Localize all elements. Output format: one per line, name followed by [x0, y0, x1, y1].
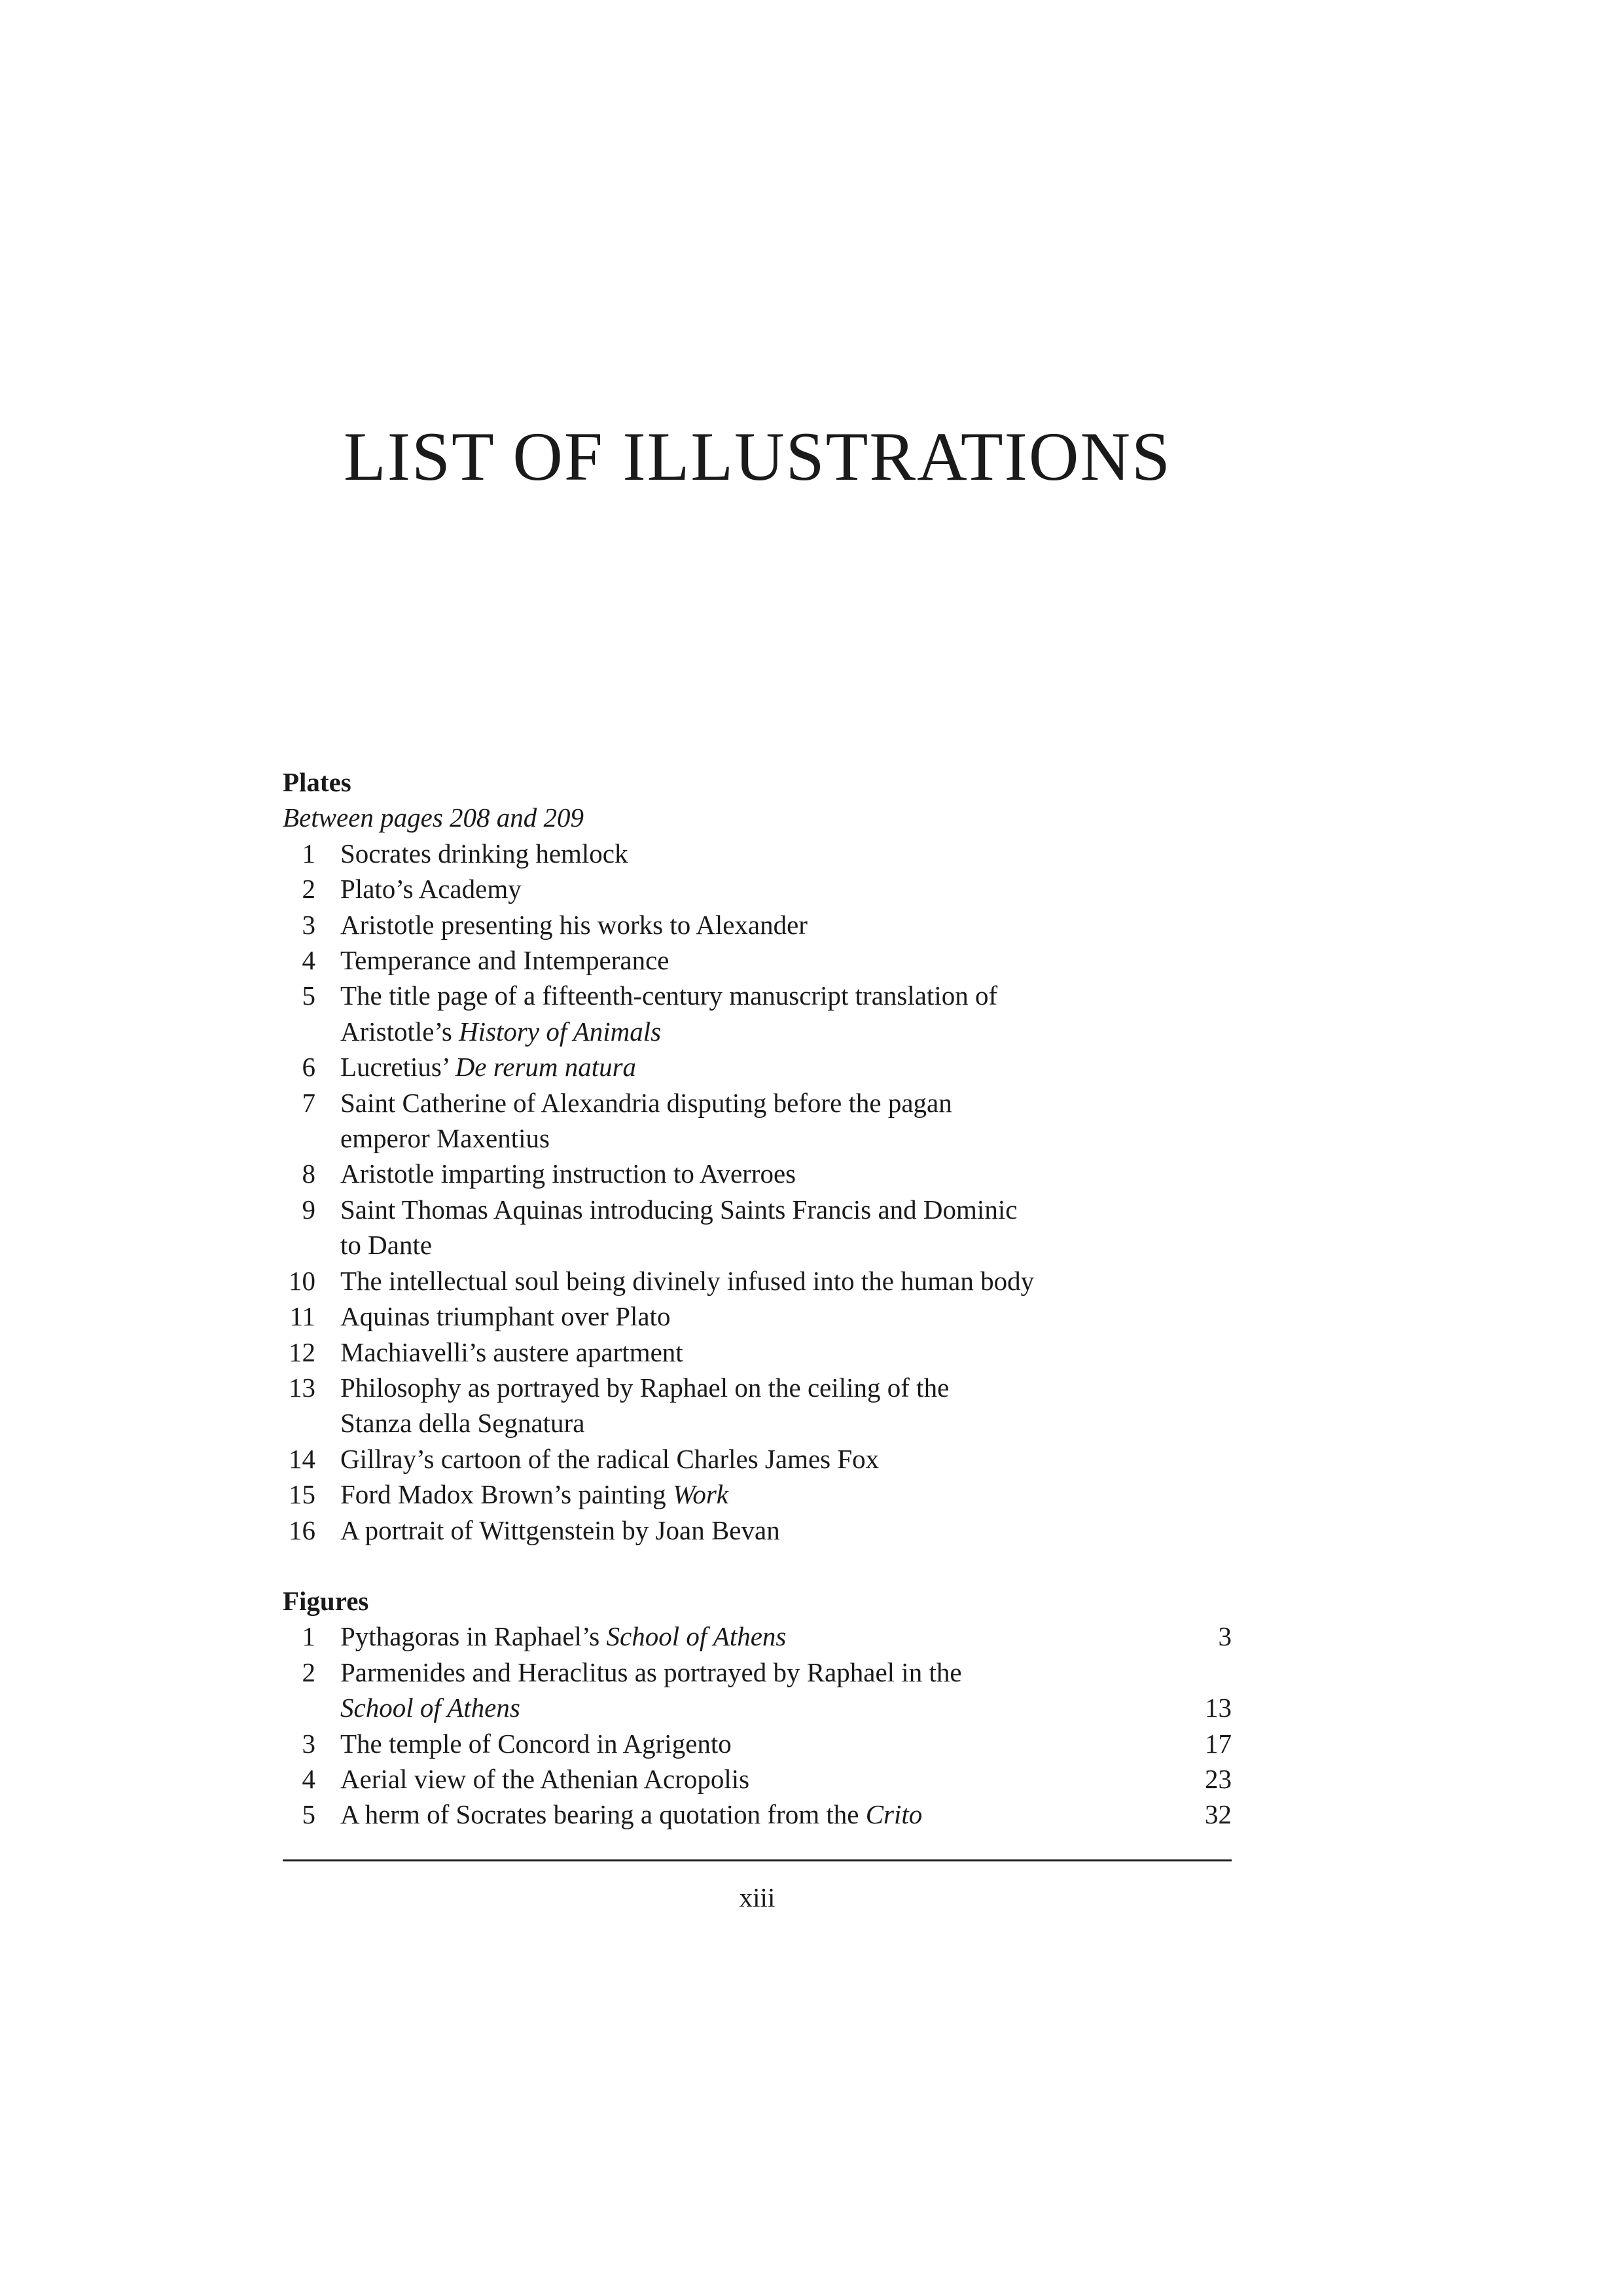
- page-number: xiii: [739, 1882, 776, 1912]
- plate-caption-line: [340, 1405, 1232, 1441]
- figure-entry: [283, 1761, 1232, 1797]
- caption-text: Parmenides and Heraclitus as portrayed by Raphael in the: [340, 1657, 962, 1687]
- figure-entry: [283, 1619, 1232, 1654]
- plate-entry: [283, 1085, 1232, 1157]
- caption-text: Aquinas triumphant over Plato: [340, 1301, 671, 1332]
- caption-text: Socrates drinking hemlock: [340, 838, 628, 869]
- figure-entry: [283, 1655, 1232, 1726]
- plate-number: 8: [302, 1158, 315, 1189]
- plate-number: 6: [302, 1052, 315, 1083]
- plate-number: 5: [302, 980, 315, 1011]
- plate-number: 14: [289, 1443, 315, 1474]
- plate-caption: [315, 1085, 1232, 1157]
- plate-caption-line: [340, 1263, 1232, 1299]
- plate-caption: [315, 1335, 1232, 1370]
- footer-rule: [283, 1859, 1232, 1861]
- plate-caption: [315, 1263, 1232, 1299]
- figure-caption: [315, 1761, 1166, 1797]
- illustrations-list: [283, 764, 1232, 1833]
- figure-page-number: 17: [1205, 1728, 1232, 1759]
- section-spacer: [283, 1548, 1232, 1583]
- italic-title: School of Athens: [606, 1621, 787, 1652]
- figure-caption: [315, 1797, 1166, 1832]
- plate-entry: [283, 1370, 1232, 1441]
- plates-heading: Plates: [283, 767, 351, 797]
- plate-caption-line: [340, 1049, 1232, 1085]
- plate-entry: [283, 1156, 1232, 1191]
- plate-entry: [283, 836, 1232, 871]
- figures-heading: Figures: [283, 1585, 369, 1616]
- plate-number: 13: [289, 1372, 315, 1403]
- italic-title: Work: [672, 1479, 728, 1510]
- plate-entry: [283, 1441, 1232, 1477]
- plate-caption-line: [340, 871, 1232, 906]
- figure-caption: [315, 1655, 1166, 1726]
- figure-entry: [283, 1726, 1232, 1761]
- caption-text: The intellectual soul being divinely infused into the human body: [340, 1265, 1035, 1296]
- plate-caption-line: [340, 1477, 1232, 1512]
- plate-caption-line: [340, 1227, 1232, 1263]
- figure-caption-line: [340, 1797, 1166, 1832]
- plate-caption: [315, 1192, 1232, 1263]
- plate-number: 3: [302, 909, 315, 940]
- plate-entry: [283, 942, 1232, 978]
- caption-text: emperor Maxentius: [340, 1123, 550, 1154]
- plate-entry: [283, 978, 1232, 1049]
- figures-section: [283, 1583, 1232, 1833]
- plate-caption: [315, 942, 1232, 978]
- caption-text: The title page of a fifteenth-century manuscript translation of: [340, 980, 998, 1011]
- plate-caption-line: [340, 1014, 1232, 1049]
- plate-caption: [315, 1513, 1232, 1548]
- caption-text: Saint Catherine of Alexandria disputing before the pagan: [340, 1087, 952, 1118]
- plate-caption-line: [340, 942, 1232, 978]
- plate-caption: [315, 1370, 1232, 1441]
- figures-list: [283, 1619, 1232, 1832]
- plate-caption-line: [340, 1299, 1232, 1334]
- plate-caption: [315, 1049, 1232, 1085]
- caption-text: Plato’s Academy: [340, 874, 522, 905]
- figure-caption-line: [340, 1655, 1166, 1690]
- figure-caption-line: [340, 1690, 1166, 1725]
- plate-number: 12: [289, 1336, 315, 1367]
- caption-text: A herm of Socrates bearing a quotation from the: [340, 1799, 866, 1830]
- italic-title: De rerum natura: [455, 1052, 637, 1083]
- plate-number: 15: [289, 1479, 315, 1510]
- plate-caption-line: [340, 836, 1232, 871]
- plate-caption: [315, 1441, 1232, 1477]
- caption-text: Temperance and Intemperance: [340, 945, 669, 976]
- plate-entry: [283, 1513, 1232, 1548]
- caption-text: A portrait of Wittgenstein by Joan Bevan: [340, 1515, 780, 1545]
- plate-caption: [315, 1156, 1232, 1191]
- figure-page-number: 13: [1205, 1693, 1232, 1723]
- figure-entry: [283, 1797, 1232, 1832]
- caption-text: Saint Thomas Aquinas introducing Saints Francis and Dominic: [340, 1194, 1018, 1225]
- figure-number: 5: [302, 1799, 315, 1830]
- plate-number: 10: [289, 1265, 315, 1296]
- plate-caption: [315, 836, 1232, 871]
- plate-caption-line: [340, 907, 1232, 942]
- plate-number: 9: [302, 1194, 315, 1225]
- plate-number: 2: [302, 874, 315, 905]
- plate-entry: [283, 1263, 1232, 1299]
- plate-entry: [283, 1299, 1232, 1334]
- plate-caption: [315, 978, 1232, 1049]
- plate-caption-line: [340, 1513, 1232, 1548]
- plate-entry: [283, 1192, 1232, 1263]
- figure-caption-line: [340, 1761, 1166, 1797]
- plate-caption-line: [340, 1156, 1232, 1191]
- plates-section: [283, 764, 1232, 1548]
- plate-entry: [283, 1477, 1232, 1512]
- figure-caption: [315, 1726, 1166, 1761]
- caption-text: Philosophy as portrayed by Raphael on the ceiling of the: [340, 1372, 950, 1403]
- plate-caption-line: [340, 1121, 1232, 1156]
- plate-number: 11: [289, 1301, 315, 1332]
- figure-caption-line: [340, 1726, 1166, 1761]
- plate-entry: [283, 871, 1232, 906]
- caption-text: Ford Madox Brown’s painting: [340, 1479, 673, 1510]
- figure-page-number: 3: [1218, 1621, 1232, 1652]
- figure-number: 2: [302, 1657, 315, 1687]
- plate-entry: [283, 907, 1232, 942]
- plate-caption: [315, 1477, 1232, 1512]
- caption-text: Aristotle presenting his works to Alexander: [340, 909, 808, 940]
- plate-caption-line: [340, 1335, 1232, 1370]
- plate-caption: [315, 871, 1232, 906]
- plate-caption-line: [340, 1192, 1232, 1227]
- figure-page-number: 23: [1205, 1763, 1232, 1794]
- plate-caption-line: [340, 978, 1232, 1013]
- plate-entry: [283, 1049, 1232, 1085]
- plates-subheading: Between pages 208 and 209: [283, 802, 584, 833]
- plate-caption-line: [340, 1441, 1232, 1477]
- caption-text: Aerial view of the Athenian Acropolis: [340, 1763, 750, 1794]
- page-title: LIST OF ILLUSTRATIONS: [344, 418, 1171, 495]
- figure-caption: [315, 1619, 1166, 1654]
- caption-text: The temple of Concord in Agrigento: [340, 1728, 732, 1759]
- caption-text: Pythagoras in Raphael’s: [340, 1621, 607, 1652]
- plate-caption-line: [340, 1370, 1232, 1405]
- figure-number: 1: [302, 1621, 315, 1652]
- caption-text: Aristotle’s: [340, 1016, 459, 1047]
- caption-text: to Dante: [340, 1230, 433, 1261]
- caption-text: Lucretius’: [340, 1052, 455, 1083]
- plate-number: 1: [302, 838, 315, 869]
- figure-number: 4: [302, 1763, 315, 1794]
- plate-caption: [315, 1299, 1232, 1334]
- plate-caption: [315, 907, 1232, 942]
- plate-number: 7: [302, 1087, 315, 1118]
- caption-text: Machiavelli’s austere apartment: [340, 1336, 683, 1367]
- italic-title: Crito: [865, 1799, 923, 1830]
- italic-title: School of Athens: [340, 1693, 520, 1723]
- plates-list: [283, 836, 1232, 1548]
- figure-caption-line: [340, 1619, 1166, 1654]
- figure-number: 3: [302, 1728, 315, 1759]
- plate-number: 4: [302, 945, 315, 976]
- caption-text: Gillray’s cartoon of the radical Charles James Fox: [340, 1443, 880, 1474]
- italic-title: History of Animals: [459, 1016, 662, 1047]
- caption-text: Stanza della Segnatura: [340, 1408, 585, 1439]
- figure-page-number: 32: [1205, 1799, 1232, 1830]
- caption-text: Aristotle imparting instruction to Averroes: [340, 1158, 796, 1189]
- plate-caption-line: [340, 1085, 1232, 1121]
- plate-entry: [283, 1335, 1232, 1370]
- plate-number: 16: [289, 1515, 315, 1545]
